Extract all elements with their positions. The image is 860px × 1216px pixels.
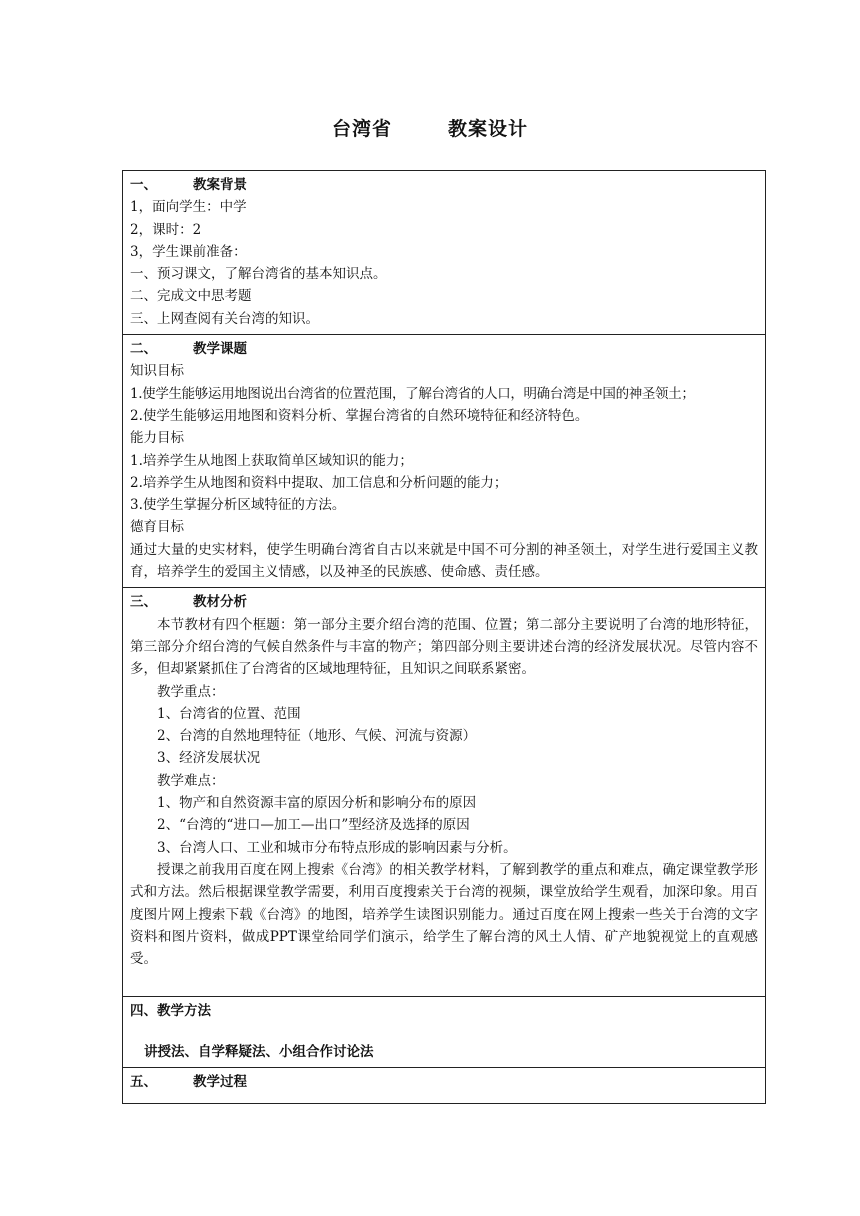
background-line: 一、预习课文，了解台湾省的基本知识点。 xyxy=(130,266,387,283)
ability-item: 3.使学生掌握分析区域特征的方法。 xyxy=(130,497,346,514)
title-part-2: 教案设计 xyxy=(448,118,529,140)
key-point: 3、经济发展状况 xyxy=(157,750,261,767)
ability-item: 1.培养学生从地图上获取简单区域知识的能力； xyxy=(130,452,413,469)
background-line: 二、完成文中思考题 xyxy=(130,288,252,305)
background-line: 三、上网查阅有关台湾的知识。 xyxy=(130,310,319,327)
analysis-intro: 本节教材有四个框题：第一部分主要介绍台湾的范围、位置；第二部分主要说明了台湾的地形特征，第三部分介绍台湾的气候自然条件与丰富的物产；第四部分则主要讲述台湾的经济发展状况。尽管内容不多，但却紧紧抓住了台湾省的区域地理特征，且知识之间联系紧密。 xyxy=(130,616,758,678)
difficult-point: 1、物产和自然资源丰富的原因分析和影响分布的原因 xyxy=(157,795,477,812)
key-points-title: 教学重点： xyxy=(157,683,225,700)
title-part-1: 台湾省 xyxy=(331,118,392,140)
section-heading: 三、 教材分析 xyxy=(130,594,247,611)
section-topic xyxy=(123,335,766,588)
knowledge-title: 知识目标 xyxy=(130,363,184,380)
section-heading: 二、 教学课题 xyxy=(130,341,247,358)
section-heading: 一、 教案背景 xyxy=(130,177,247,193)
background-line: 2，课时：2 xyxy=(130,221,202,238)
section-method xyxy=(123,997,766,1068)
background-line: 1，面向学生：中学 xyxy=(130,199,247,216)
moral-text: 通过大量的史实材料，使学生明确台湾省自古以来就是中国不可分割的神圣领土，对学生进行爱国主义教育，培养学生的爱国主义情感，以及神圣的民族感、使命感、责任感。 xyxy=(130,541,758,581)
difficult-point: 3、台湾人口、工业和城市分布特点形成的影响因素与分析。 xyxy=(157,839,517,856)
difficult-point: 2、“台湾的“进口—加工—出口”型经济及选择的原因 xyxy=(157,817,470,834)
moral-title: 德育目标 xyxy=(130,519,184,536)
section-background xyxy=(123,171,766,335)
section-analysis xyxy=(123,588,766,997)
background-line: 3，学生课前准备： xyxy=(130,243,247,260)
section-heading: 五、 教学过程 xyxy=(130,1073,247,1090)
knowledge-item: 1.使学生能够运用地图说出台湾省的位置范围，了解台湾省的人口，明确台湾是中国的神圣领土； xyxy=(130,385,695,402)
key-point: 2、台湾的自然地理特征（地形、气候、河流与资源） xyxy=(157,728,477,745)
section-process xyxy=(123,1067,766,1103)
difficult-points-title: 教学难点： xyxy=(157,772,225,789)
analysis-closing: 授课之前我用百度在网上搜索《台湾》的相关教学材料，了解到教学的重点和难点，确定课堂教学形式和方法。然后根据课堂教学需要，利用百度搜索关于台湾的视频，课堂放给学生观看，加深印象。用百度图片网上搜索下载《台湾》的地图，培养学生读图识别能力。通过百度在网上搜索一些关于台湾的文字资料和图片资料，做成PPT课堂给同学们演示，给学生了解台湾的风土人情、矿产地貌视觉上的直观感受。 xyxy=(130,861,758,968)
page-title xyxy=(0,114,860,141)
ability-item: 2.培养学生从地图和资料中提取、加工信息和分析问题的能力； xyxy=(130,474,508,491)
ability-title: 能力目标 xyxy=(130,430,184,447)
key-point: 1、台湾省的位置、范围 xyxy=(157,705,301,722)
section-heading: 四、教学方法 xyxy=(130,1003,211,1020)
knowledge-item: 2.使学生能够运用地图和资料分析、掌握台湾省的自然环境特征和经济特色。 xyxy=(130,407,589,424)
method-content: 讲授法、自学释疑法、小组合作讨论法 xyxy=(144,1043,374,1060)
lesson-plan-table xyxy=(122,170,766,1104)
